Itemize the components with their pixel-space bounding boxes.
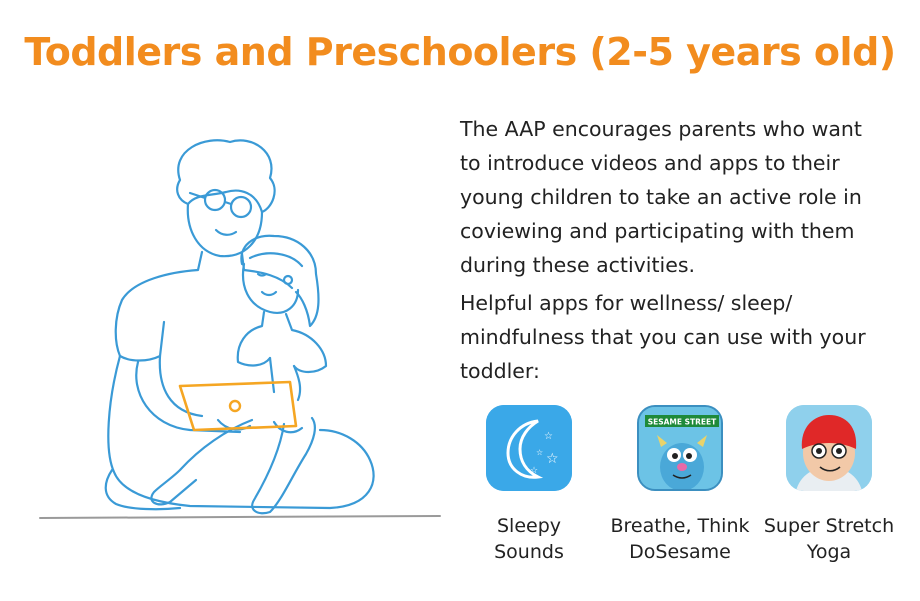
app-item-super-stretch-yoga[interactable] [754,405,904,565]
intro-paragraph: The AAP encourages parents who want to introduce videos and apps to their young children to take an active role in coviewing and participating with them during these activities. [460,117,862,277]
app-label-line: Sleepy [496,515,562,537]
app-label-line: DoSesame [629,541,731,563]
svg-text:☆: ☆ [546,451,559,467]
sesame-street-banner: SESAME STREET [647,417,717,427]
app-item-sleepy-sounds[interactable] [454,405,604,565]
app-label [605,513,755,565]
svg-text:☆: ☆ [544,431,553,442]
app-label [754,513,904,565]
app-label-line: Super Stretch [763,515,895,537]
superhero-kid-icon [786,405,872,491]
apps-intro-paragraph: Helpful apps for wellness/ sleep/ mindfulness that you can use with your toddler: [460,291,866,383]
app-label-line: Sounds [494,541,564,563]
svg-text:☆: ☆ [530,466,539,476]
app-label-line: Yoga [806,541,852,563]
moon-stars-icon [486,405,572,491]
app-label [454,513,604,565]
app-list [450,405,900,575]
sesame-monster-icon [637,405,723,491]
app-item-breathe-think-do-sesame[interactable] [605,405,755,565]
svg-text:☆: ☆ [536,448,544,457]
parent-child-tablet-illustration [30,130,450,550]
page-title: Toddlers and Preschoolers (2-5 years old) [24,30,896,74]
app-label-line: Breathe, Think [610,515,750,537]
